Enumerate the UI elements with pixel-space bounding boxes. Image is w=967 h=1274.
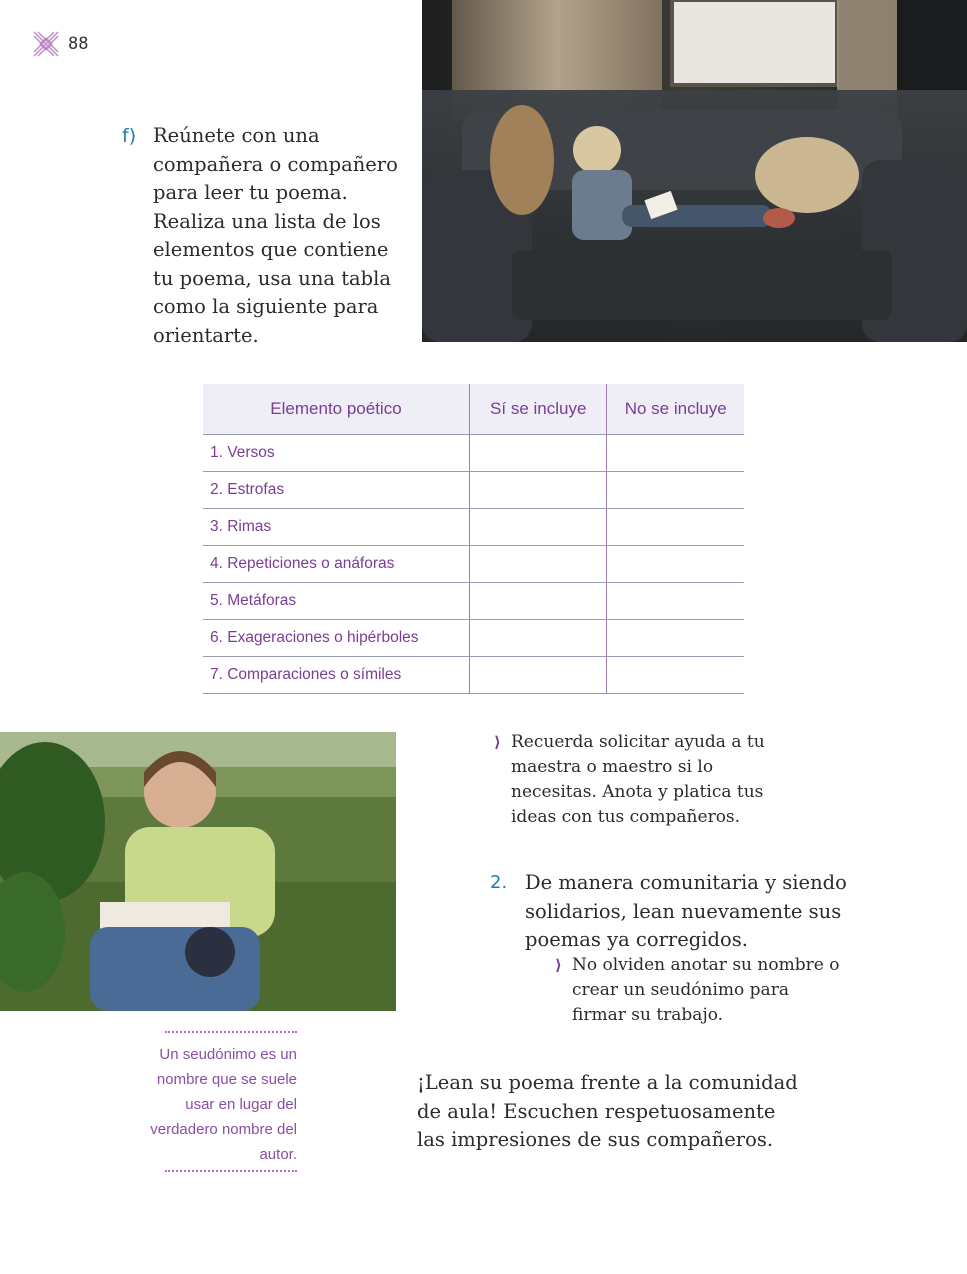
row-label: 5. Metáforas — [203, 583, 469, 620]
cell-no[interactable] — [607, 472, 744, 509]
activity-2 — [490, 869, 860, 955]
cell-si[interactable] — [469, 583, 607, 620]
table-row — [203, 472, 744, 509]
chevron-right-icon: ⟩ — [555, 956, 562, 974]
header-elemento-poetico: Elemento poético — [203, 384, 469, 435]
cell-no[interactable] — [607, 657, 744, 694]
table-header-row — [203, 384, 744, 435]
cell-no[interactable] — [607, 435, 744, 472]
table-row — [203, 435, 744, 472]
closing-paragraph: ¡Lean su poema frente a la comunidad de aula! Escuchen respetuosamente las impresiones de sus compañeros. — [417, 1071, 798, 1151]
cell-no[interactable] — [607, 509, 744, 546]
table-row — [203, 583, 744, 620]
activity-2-marker: 2. — [490, 872, 508, 893]
photo-girl-reading-on-couch — [422, 0, 967, 342]
header-si-se-incluye: Sí se incluye — [469, 384, 607, 435]
note-name-text: No olviden anotar su nombre o crear un seudónimo para firmar su trabajo. — [572, 955, 840, 1025]
poetic-elements-table — [203, 384, 744, 694]
chevron-right-icon: ⟩ — [494, 733, 501, 751]
interlaced-x-logo-icon — [32, 30, 60, 58]
row-label: 1. Versos — [203, 435, 469, 472]
note-help-text: Recuerda solicitar ayuda a tu maestra o maestro si lo necesitas. Anota y platica tus ideas con tus compañeros. — [511, 732, 765, 827]
header-no-se-incluye: No se incluye — [607, 384, 744, 435]
cell-no[interactable] — [607, 620, 744, 657]
table-row — [203, 546, 744, 583]
table-row — [203, 657, 744, 694]
cell-no[interactable] — [607, 583, 744, 620]
cell-si[interactable] — [469, 435, 607, 472]
cell-si[interactable] — [469, 657, 607, 694]
glossary-divider-top — [165, 1031, 297, 1033]
activity-f-marker: f) — [122, 125, 137, 147]
row-label: 4. Repeticiones o anáforas — [203, 546, 469, 583]
table-row — [203, 509, 744, 546]
cell-si[interactable] — [469, 620, 607, 657]
activity-f-text: Reúnete con una compañera o compañero para leer tu poema. Realiza una lista de los elementos que contiene tu poema, usa una tabla como la siguiente para orientarte. — [153, 124, 398, 347]
row-label: 2. Estrofas — [203, 472, 469, 509]
table-row — [203, 620, 744, 657]
glossary-definition: Un seudónimo es un nombre que se suele usar en lugar del verdadero nombre del autor. — [150, 1046, 297, 1163]
glossary-divider-bottom — [165, 1170, 297, 1172]
page-number: 88 — [68, 34, 89, 54]
row-label: 6. Exageraciones o hipérboles — [203, 620, 469, 657]
activity-f — [122, 122, 407, 350]
cell-si[interactable] — [469, 472, 607, 509]
row-label: 3. Rimas — [203, 509, 469, 546]
note-name — [555, 953, 845, 1028]
note-help — [494, 730, 794, 830]
cell-si[interactable] — [469, 546, 607, 583]
row-label: 7. Comparaciones o símiles — [203, 657, 469, 694]
activity-2-text: De manera comunitaria y siendo solidarios, lean nuevamente sus poemas ya corregidos. — [525, 871, 847, 951]
cell-si[interactable] — [469, 509, 607, 546]
cell-no[interactable] — [607, 546, 744, 583]
photo-boy-reading-on-grass — [0, 732, 396, 1011]
